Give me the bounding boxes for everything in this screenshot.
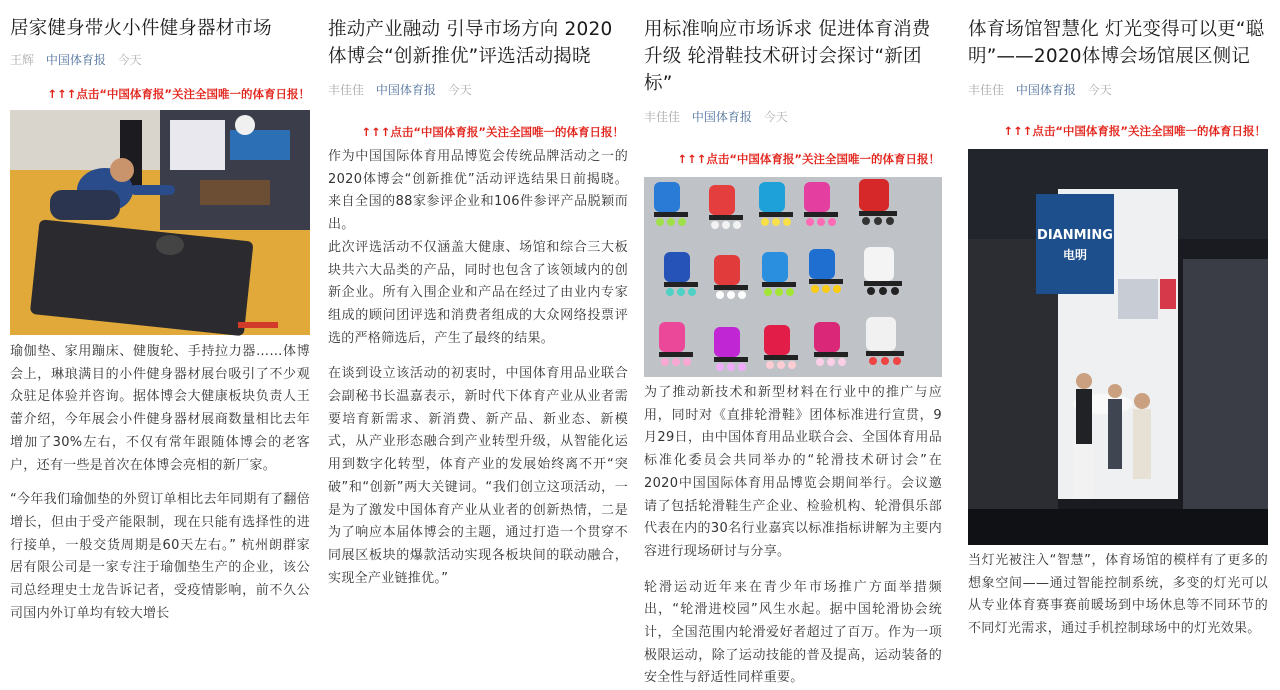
article-paragraph: 轮滑运动近年来在青少年市场推广方面举措频出，“轮滑进校园”风生水起。据中国轮滑协会统计，全国范围内轮滑爱好者超过了百万。作为一项极限运动，除了运动技能的普及提高，运动装备的安全性与舒适性同样重要。 [644, 579, 942, 686]
follow-promo-link[interactable]: ↑↑↑点击“中国体育报”关注全国唯一的体育日报！ [47, 87, 310, 101]
article-source-link[interactable]: 中国体育报 [691, 110, 752, 124]
lighting-booth-photo [968, 149, 1268, 545]
booth-brand-cn-text: 电明 [1062, 248, 1088, 262]
article-title[interactable]: 体育场馆智慧化 灯光变得可以更“聪明”——2020体博会场馆展区侧记 [968, 19, 1265, 67]
article-author: 丰佳佳 [644, 110, 681, 124]
article-paragraph: “今年我们瑜伽垫的外贸订单相比去年同期有了翻倍增长，但由于受产能限制，现在只能有选择性的进行接单，一般交货周期是60天左右。” 杭州朗群家居有限公司是一家专注于瑜伽垫生产的企业，该公司总经理史士龙告诉记者，受疫情影响，前不久公司国内外订单均有较大增长 [10, 492, 310, 621]
article-source-link[interactable]: 中国体育报 [1015, 83, 1076, 97]
article-author: 丰佳佳 [328, 83, 365, 97]
article-meta [644, 109, 942, 125]
article-card-1[interactable] [10, 0, 310, 639]
article-paragraph: 为了推动新技术和新型材料在行业中的推广与应用，同时对《直排轮滑鞋》团体标准进行宣贯，9月29日，由中国体育用品业联合会、全国体育用品标准化委员会共同举办的“轮滑技术研讨会”在2020中国国际体育用品博览会期间举行。会议邀请了包括轮滑鞋生产企业、检验机构、轮滑俱乐部代表在内的30名行业嘉宾以标准指标讲解为主要内容进行现场研讨与分享。 [644, 385, 942, 559]
article-paragraph: 瑜伽垫、家用蹦床、健腹轮、手持拉力器……体博会上，琳琅满目的小件健身器材展台吸引了不少观众驻足体验并咨询。据体博会大健康板块负责人王蕾介绍，今年展会小件健身器材展商数量相比去年增加了30%左右，不仅有常年跟随体博会的老客户，还有一些是首次在体博会亮相的新厂家。 [10, 344, 310, 473]
article-paragraph: 此次评选活动不仅涵盖大健康、场馆和综合三大板块共六大品类的产品，同时也包含了该领域内的创新企业。所有入围企业和产品在经过了由业内专家组成的顾问团评选和消费者组成的大众网络投票评选的严格筛选后，产生了最终的结果。 [328, 239, 628, 346]
article-card-2[interactable] [328, 0, 628, 639]
article-author: 王辉 [10, 53, 35, 67]
article-title[interactable]: 居家健身带火小件健身器材市场 [10, 18, 272, 39]
follow-promo-link[interactable]: ↑↑↑点击“中国体育报”关注全国唯一的体育日报！ [361, 125, 624, 139]
yoga-mat-demo-photo [10, 110, 310, 335]
follow-promo-link[interactable]: ↑↑↑点击“中国体育报”关注全国唯一的体育日报！ [1003, 124, 1266, 138]
article-card-3[interactable] [644, 0, 942, 686]
article-time: 今天 [117, 53, 142, 67]
article-meta [968, 82, 1268, 98]
article-title[interactable]: 推动产业融动 引导市场方向 2020体博会“创新推优”评选活动揭晓 [328, 19, 613, 67]
article-time: 今天 [447, 83, 472, 97]
article-author: 丰佳佳 [968, 83, 1005, 97]
booth-brand-text: DIANMING [1037, 228, 1113, 243]
article-card-4[interactable] [968, 0, 1268, 639]
article-source-link[interactable]: 中国体育报 [45, 53, 106, 67]
article-paragraph: 作为中国国际体育用品博览会传统品牌活动之一的2020体博会“创新推优”活动评选结果日前揭晓。来自全国的88家参评企业和106件参评产品脱颖而出。 [328, 149, 628, 233]
article-meta [10, 52, 310, 68]
article-time: 今天 [1087, 83, 1112, 97]
article-title[interactable]: 用标准响应市场诉求 促进体育消费升级 轮滑鞋技术研讨会探讨“新团标” [644, 19, 931, 94]
article-time: 今天 [763, 110, 788, 124]
roller-skates-wall-photo [644, 177, 942, 377]
follow-promo-link[interactable]: ↑↑↑点击“中国体育报”关注全国唯一的体育日报！ [677, 152, 940, 166]
article-paragraph: 当灯光被注入“智慧”，体育场馆的模样有了更多的想象空间——通过智能控制系统，多变的灯光可以从专业体育赛事赛前暖场到中场休息等不同环节的不同灯光需求，通过手机控制球场中的灯光效果。 [968, 553, 1268, 637]
article-source-link[interactable]: 中国体育报 [375, 83, 436, 97]
article-paragraph: 在谈到设立该活动的初衷时，中国体育用品业联合会副秘书长温嘉表示，新时代下体育产业从业者需要培育新需求、新消费、新产品、新业态、新模式，从产业形态融合到产业转型升级，从智能化运用到数字化转型，体育产业的发展始终离不开“突破”和“创新”两大关键词。“我们创立这项活动，一是为了激发中国体育产业从业者的创新热情，二是为了响应本届体博会的主题，通过打造一个贯穿不同展区板块的爆款活动实现各板块间的联动融合，实现全产业链推优。” [328, 366, 628, 586]
article-meta [328, 82, 628, 98]
